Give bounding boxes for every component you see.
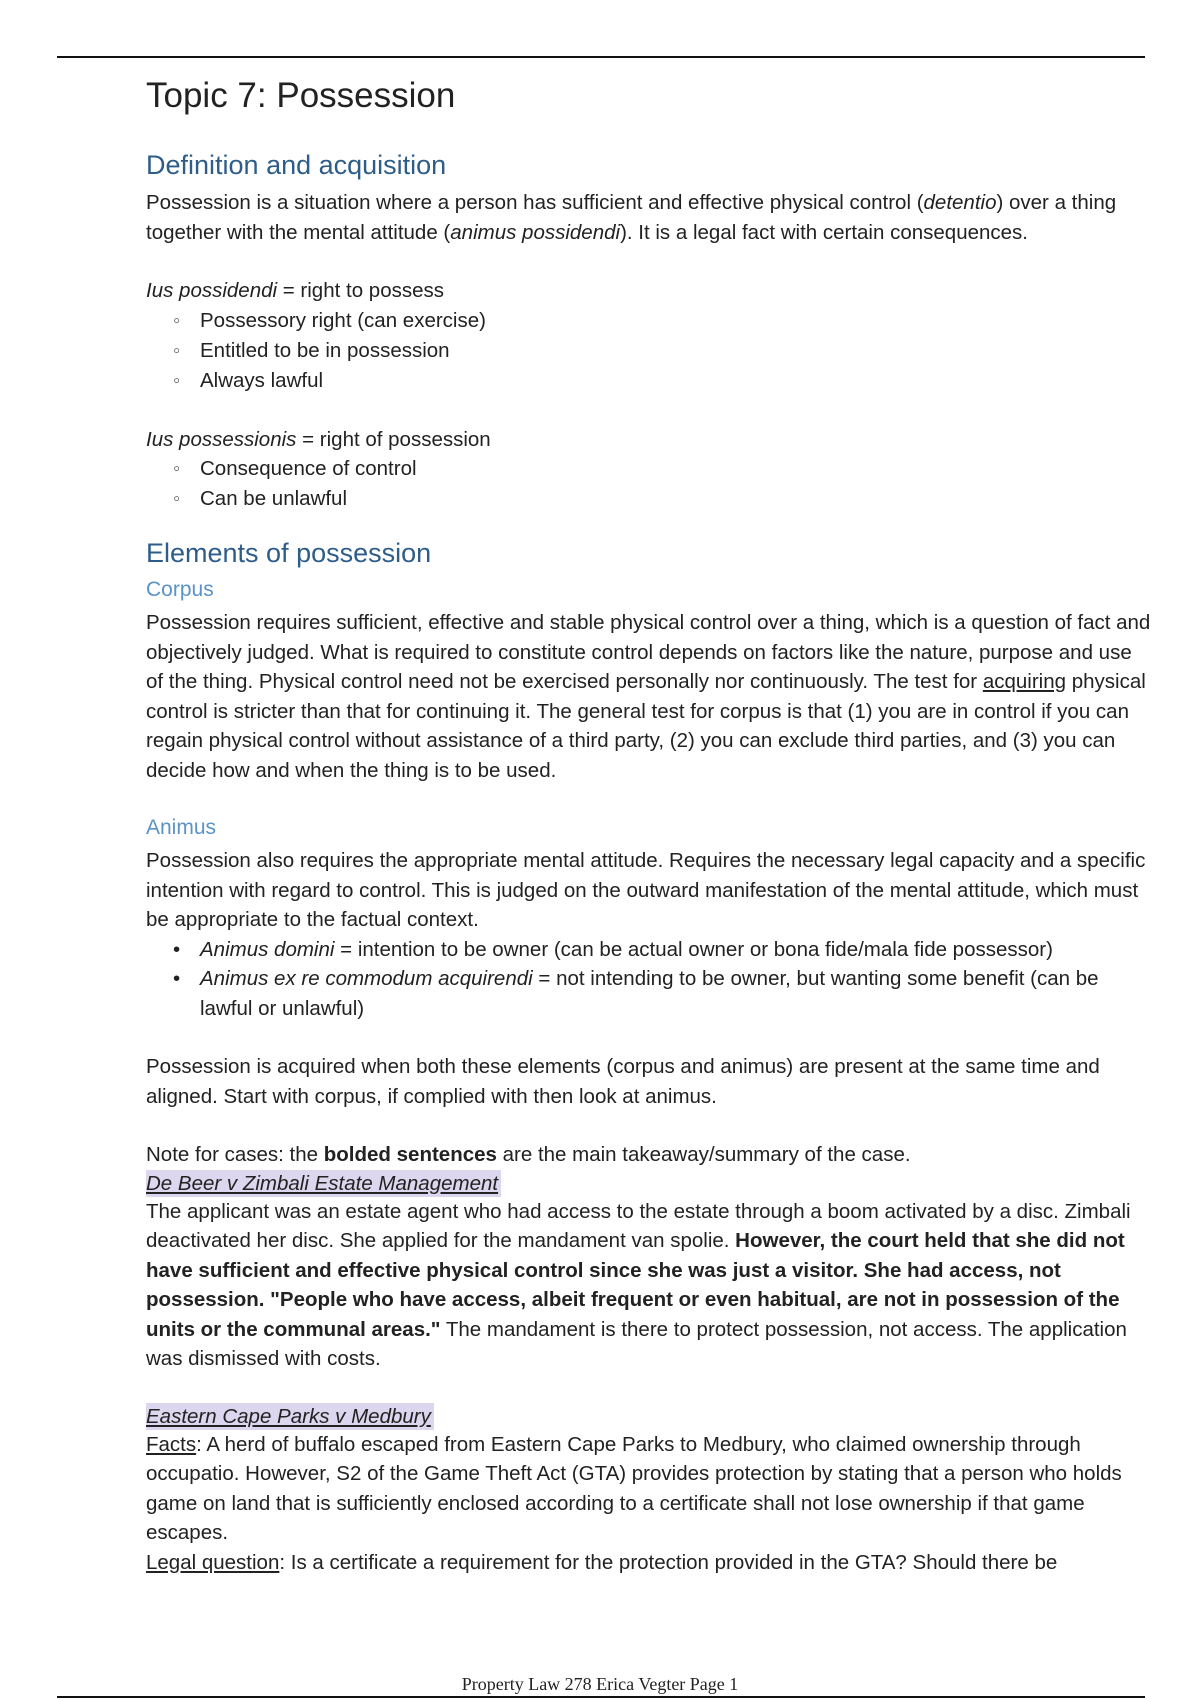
list-item: ◦ Consequence of control	[146, 454, 1151, 484]
cases-note: Note for cases: the bolded sentences are the main takeaway/summary of the case.	[146, 1143, 911, 1166]
case-de-beer-paragraph: The applicant was an estate agent who had access to the estate through a boom activated by a disc. Zimbali deactivated her disc. She applied for the mandament van spolie. However, the court held that she did not have sufficient and effective physical control since she was just a visitor. She had access, not possession. "People who have access, albeit frequent or even habitual, are not in possession of the units or the communal areas." The mandament is there to protect possession, not access. The application was dismissed with costs.	[146, 1199, 1131, 1370]
case-ecp-legal-question: Legal question: Is a certificate a requirement for the protection provided in the GTA? Should there be	[146, 1550, 1058, 1574]
list-item: • Animus domini = intention to be owner (can be actual owner or bona fide/mala fide possessor)	[146, 935, 1151, 965]
heading-corpus: Corpus	[146, 578, 214, 601]
animus-paragraph: Possession also requires the appropriate mental attitude. Requires the necessary legal capacity and a specific intention with regard to control. This is judged on the outward manifestation of the mental attitude, which must be appropriate to the factual context.	[146, 849, 1146, 931]
corpus-paragraph: Possession requires sufficient, effective and stable physical control over a thing, which is a question of fact and objectively judged. What is required to constitute control depends on factors like the nature, purpose and use of the thing. Physical control need not be exercised personally nor continuously. The test for acquiring physical control is stricter than that for continuing it. The general test for corpus is that (1) you are in control if you can regain physical control without assistance of a third party, (2) you can exclude third parties, and (3) you can decide how and when the thing is to be used.	[146, 611, 1151, 782]
animus-list	[146, 935, 1151, 1024]
page-title: Topic 7: Possession	[146, 76, 456, 115]
heading-elements: Elements of possession	[146, 538, 432, 568]
footer-rule	[57, 1696, 1145, 1698]
list-item: ◦ Possessory right (can exercise)	[146, 306, 1151, 336]
list-item: ◦ Can be unlawful	[146, 484, 1151, 514]
ius-possessionis-line: Ius possessionis = right of possession	[146, 427, 491, 451]
page-footer: Property Law 278 Erica Vegter Page 1	[461, 1674, 739, 1694]
heading-animus: Animus	[146, 816, 217, 839]
case-title-eastern-cape: Eastern Cape Parks v Medbury	[146, 1403, 434, 1430]
header-rule	[57, 56, 1145, 58]
definition-paragraph: Possession is a situation where a person has sufficient and effective physical control (detentio) over a thing together with the mental attitude (animus possidendi). It is a legal fact with certain consequences.	[146, 191, 1117, 244]
list-item: ◦ Always lawful	[146, 366, 1151, 396]
list-item: ◦ Entitled to be in possession	[146, 336, 1151, 366]
ius-possidendi-line: Ius possidendi = right to possess	[146, 279, 444, 302]
case-title-de-beer: De Beer v Zimbali Estate Management	[146, 1170, 501, 1197]
ius-possessionis-list	[146, 454, 1151, 514]
document-body	[146, 74, 1151, 1577]
ius-possidendi-list	[146, 306, 1151, 396]
list-item: • Animus ex re commodum acquirendi = not intending to be owner, but wanting some benefit (can be lawful or unlawful)	[146, 964, 1151, 1023]
heading-definition: Definition and acquisition	[146, 150, 447, 180]
case-ecp-facts: Facts: A herd of buffalo escaped from Eastern Cape Parks to Medbury, who claimed ownership through occupatio. However, S2 of the Game Theft Act (GTA) provides protection by stating that a person who holds game on land that is sufficiently enclosed according to a certificate shall not lose ownership if that game escapes.	[146, 1432, 1122, 1544]
acquisition-paragraph: Possession is acquired when both these elements (corpus and animus) are present at the same time and aligned. Start with corpus, if complied with then look at animus.	[146, 1055, 1100, 1108]
